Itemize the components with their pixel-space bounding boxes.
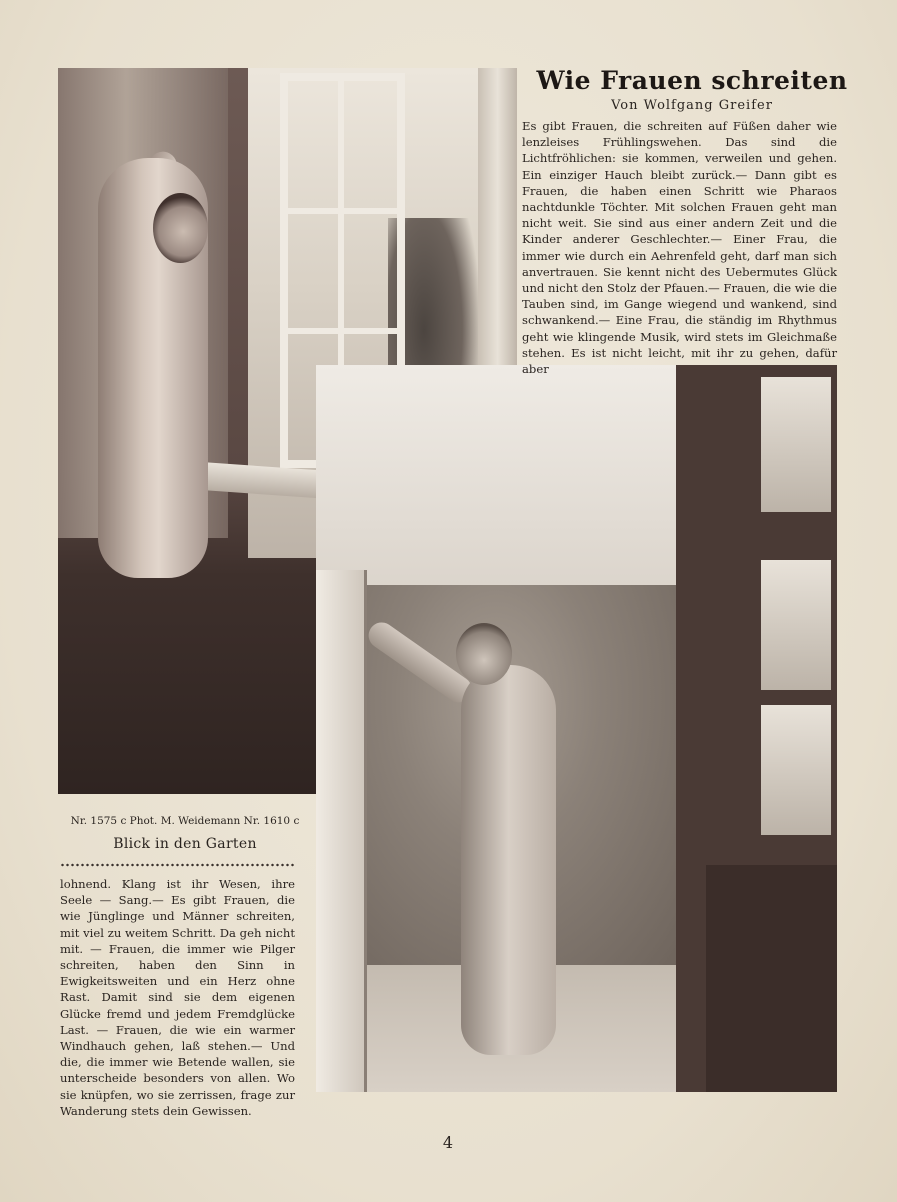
standing-figure bbox=[461, 665, 556, 1055]
dotted-divider bbox=[60, 862, 295, 868]
window-transom bbox=[280, 208, 405, 214]
door-pane bbox=[761, 705, 831, 835]
door-pane bbox=[761, 377, 831, 512]
article-byline: Von Wolfgang Greifer bbox=[611, 98, 773, 113]
door-right bbox=[676, 365, 837, 1092]
photo-garden-doorway bbox=[316, 365, 837, 1092]
figure-head bbox=[153, 193, 208, 263]
door-lower-panel bbox=[706, 865, 837, 1092]
door-pane bbox=[761, 560, 831, 690]
photo-credit: Nr. 1575 c Phot. M. Weidemann Nr. 1610 c bbox=[70, 815, 300, 827]
article-text-column-1: Es gibt Frauen, die schreiten auf Füßen daher wie lenzleises Frühlingswehen. Das sind die Lichtfröhlichen: sie kommen, verweilen und gehen. Ein einziger Hauch bleibt zurück.— Dann gibt es Frauen, die haben einen Schritt wie Pharaos nachtdunkle Töchter. Mit solchen Frauen geht man nicht weit. Sie sind aus einer andern Zeit und die Kinder anderer Geschlechter.— Einer Frau, die immer wie durch ein Aehrenfeld geht, darf man sich anvertrauen. Sie kennt nicht des Uebermutes Glück und nicht den Stolz der Pfauen.— Frauen, die wie die Tauben sind, im Gange wiegend und wankend, sind schwankend.— Eine Frau, die ständig im Rhythmus geht wie klingende Musik, wird stets im Gleichmaße stehen. Es ist nicht leicht, mit ihr zu gehen, dafür aber bbox=[522, 119, 837, 377]
sky bbox=[316, 365, 676, 605]
photo-caption: Blick in den Garten bbox=[113, 836, 257, 852]
article-text-column-2: lohnend. Klang ist ihr Wesen, ihre Seele — Sang.— Es gibt Frauen, die wie Jünglinge und Männer schreiten, mit viel zu weitem Schritt. Da geh nicht mit. — Frauen, die immer wie Pilger schreiten, haben den Sinn in Ewigkeitsweiten und ein Herz ohne Rast. Damit sind sie dem eigenen Glücke fremd und jedem Fremdglücke Last. — Frauen, die wie ein warmer Windhauch gehen, laß stehen.— Und die, die immer wie Betende wallen, sie unterscheide besonders von allen. Wo sie knüpfen, wo sie zerrissen, frage zur Wanderung stets dein Gewissen. bbox=[60, 877, 295, 1118]
page-number: 4 bbox=[442, 1133, 454, 1152]
window-transom bbox=[280, 328, 405, 334]
door-left bbox=[316, 570, 367, 1092]
article-title: Wie Frauen schreiten bbox=[536, 66, 848, 95]
figure-head bbox=[456, 623, 512, 685]
